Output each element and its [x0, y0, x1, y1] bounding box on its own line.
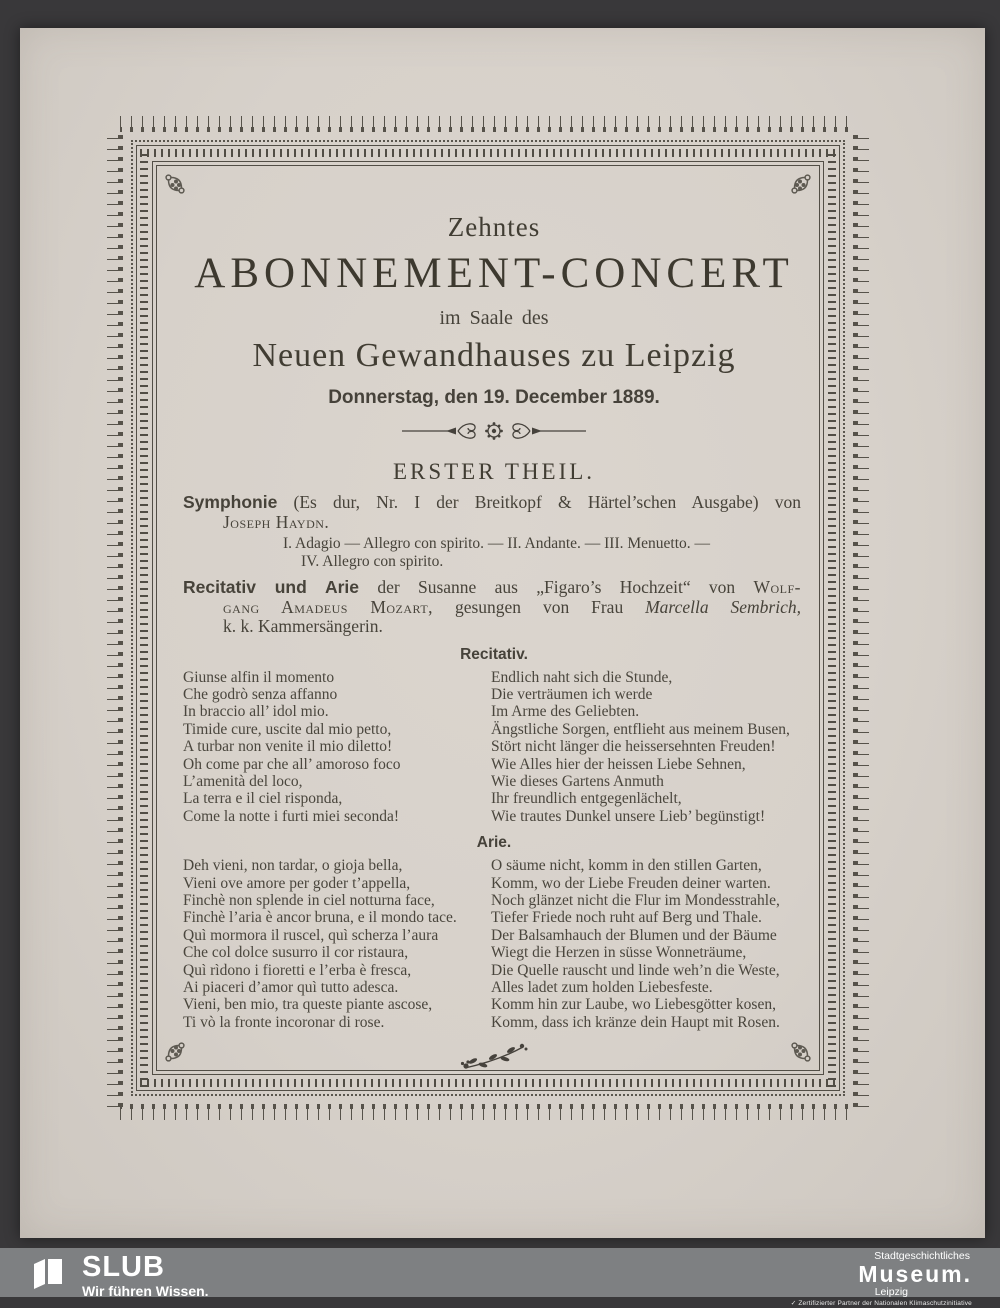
verse-line: Wie Alles hier der heissen Liebe Sehnen, — [491, 755, 746, 773]
border-fringe-top — [120, 116, 856, 132]
border-fringe-right — [853, 129, 869, 1107]
border-fringe-left — [107, 129, 123, 1107]
verse-line: Komm, wo der Liebe Freuden deiner warten. — [491, 874, 771, 892]
recitarie-line3: k. k. Kammersängerin. — [223, 616, 383, 636]
verse-line: Ihr freundlich entgegenlächelt, — [491, 790, 682, 808]
verse-line: Finchè non splende in ciel notturna face, — [183, 891, 435, 909]
verse-line: Giunse alfin il momento — [183, 668, 335, 686]
verse-line: Wie trautes Dunkel unsere Lieb’ begünstigt! — [491, 807, 766, 825]
border-beaded-rule — [131, 140, 845, 1096]
border-fringe-bottom — [120, 1104, 856, 1120]
arie-heading: Arie. — [476, 834, 512, 852]
symphonie-movements — [183, 535, 801, 570]
movements-line2: IV. Allegro con spirito. — [301, 552, 444, 570]
verse-line: Wiegt die Herzen in süsse Wonneträume, — [491, 944, 747, 962]
recitativ-verses — [183, 669, 805, 826]
museum-logo[interactable] — [791, 1251, 972, 1308]
verse-line: Alles ladet zum holden Liebesfeste. — [491, 979, 713, 996]
museum-logo-name: Museum. — [858, 1260, 972, 1287]
verse-line: In braccio all’ idol mio. — [183, 703, 329, 721]
verse-line: Vieni, ben mio, tra queste piante ascose, — [183, 996, 433, 1014]
verse-line: L’amenità del loco, — [183, 772, 303, 790]
symphonie-lead: Symphonie — [183, 492, 278, 512]
verse-line: A turbar non venite il mio diletto! — [183, 738, 393, 756]
verse-line: Quì mormora il ruscel, quì scherza l’aura — [183, 926, 439, 944]
singer-name: Marcella Sembrich, — [645, 596, 801, 617]
verse-line: Che godrò senza affanno — [183, 685, 338, 703]
concert-date: Donnerstag, den 19. December 1889. — [328, 387, 660, 408]
museum-logo-line1: Stadtgeschichtliches — [874, 1250, 970, 1262]
slub-tagline: Wir führen Wissen. — [82, 1283, 209, 1299]
concert-programme-sheet — [20, 28, 985, 1238]
museum-certification-line: ✓ Zertifizierter Partner der Nationalen Klimaschutzinitiative — [790, 1300, 972, 1307]
movements-line1: I. Adagio — Allegro con spirito. — II. Andante. — III. Menuetto. — — [283, 535, 711, 552]
slub-logo[interactable] — [30, 1253, 209, 1299]
verse-line: Noch glänzet nicht die Flur im Mondesstrahle, — [491, 891, 780, 909]
symphonie-rest: (Es dur, Nr. I der Breitkopf & Härtel’schen Ausgabe) von — [277, 492, 801, 512]
floral-sprig-icon — [459, 1042, 529, 1072]
verse-line: Deh vieni, non tardar, o gioja bella, — [183, 857, 403, 875]
ornamental-border — [107, 116, 869, 1120]
verse-line: Finchè l’aria è ancor bruna, e il mondo tace. — [183, 909, 457, 927]
verse-line: Im Arme des Geliebten. — [491, 703, 640, 721]
recitativ-italian-column — [183, 669, 491, 826]
recitarie-mid: gesungen von Frau — [433, 596, 646, 617]
verse-line: O säume nicht, komm in den stillen Garten, — [491, 857, 762, 875]
arie-german-column — [491, 857, 805, 1031]
recitativ-heading: Recitativ. — [460, 645, 528, 663]
verse-line: Che col dolce susurro il cor ristaura, — [183, 944, 409, 962]
programme-content — [157, 166, 819, 1070]
verse-line: La terra e il ciel risponda, — [183, 790, 343, 808]
recitarie-line2 — [183, 598, 801, 618]
verse-line: Ai piaceri d’amor quì tutto adesca. — [183, 979, 399, 996]
verse-line: Wie dieses Gartens Anmuth — [491, 772, 664, 790]
pretitle: Zehntes — [447, 212, 541, 242]
venue-name: Neuen Gewandhauses zu Leipzig — [252, 337, 736, 374]
arrow-rosette-divider-icon — [402, 419, 586, 443]
concert-title: ABONNEMENT-CONCERT — [194, 250, 794, 297]
verse-line: Der Balsamhauch der Blumen und der Bäume — [491, 926, 777, 944]
arie-italian-column — [183, 857, 491, 1031]
border-inner-rule — [156, 165, 820, 1071]
programme-item-symphonie — [183, 493, 801, 570]
venue-intro: im Saale des — [439, 307, 549, 329]
recitativ-german-column — [491, 669, 805, 826]
recitarie-composer-part1: Wolf- — [753, 577, 802, 597]
verse-line: Komm hin zur Laube, wo Liebesgötter kosen, — [491, 996, 776, 1014]
programme-item-recitativ-arie — [183, 578, 801, 637]
verse-line: Endlich naht sich die Stunde, — [491, 668, 673, 686]
border-outer-rule — [136, 145, 840, 1091]
verse-line: Tiefer Friede noch ruht auf Berg und Thale. — [491, 909, 762, 927]
recitarie-lead: Recitativ und Arie — [183, 577, 360, 597]
border-mid-rule — [152, 161, 824, 1075]
museum-logo-city: Leipzig — [874, 1285, 908, 1298]
verse-line: Ängstliche Sorgen, entflieht aus meinem Busen, — [491, 720, 790, 738]
verse-line: Die verträumen ich werde — [491, 685, 653, 703]
verse-line: Come la notte i furti miei seconda! — [183, 807, 400, 825]
verse-line: Timide cure, uscite dal mio petto, — [183, 720, 392, 738]
verse-line: Die Quelle rauscht und linde weh’n die Weste, — [491, 961, 780, 979]
border-tick-band — [140, 149, 836, 1087]
symphonie-composer: Joseph Haydn. — [223, 511, 330, 532]
verse-line: Stört nicht länger die heissersehnten Freuden! — [491, 738, 776, 756]
verse-line: Vieni ove amore per goder t’appella, — [183, 874, 411, 892]
recitarie-composer-part2: gang Amadeus Mozart, — [223, 596, 434, 617]
slub-name: SLUB — [82, 1251, 165, 1283]
symphonie-line1 — [183, 493, 801, 513]
open-book-icon — [30, 1256, 66, 1290]
slub-logo-text — [82, 1253, 209, 1299]
verse-line: Komm, dass ich kränze dein Haupt mit Rosen. — [491, 1013, 780, 1031]
arie-verses — [183, 857, 805, 1031]
recitarie-rest: der Susanne aus „Figaro’s Hochzeit“ von — [359, 577, 754, 597]
recitarie-line1 — [183, 578, 801, 598]
verse-line: Ti vò la fronte incoronar di rose. — [183, 1013, 385, 1031]
part-heading: ERSTER THEIL. — [392, 459, 596, 484]
verse-line: Oh come par che all’ amoroso foco — [183, 755, 401, 773]
digital-library-footer-bar — [0, 1248, 1000, 1307]
verse-line: Quì rìdono i fioretti e l’erba è fresca, — [183, 961, 412, 979]
